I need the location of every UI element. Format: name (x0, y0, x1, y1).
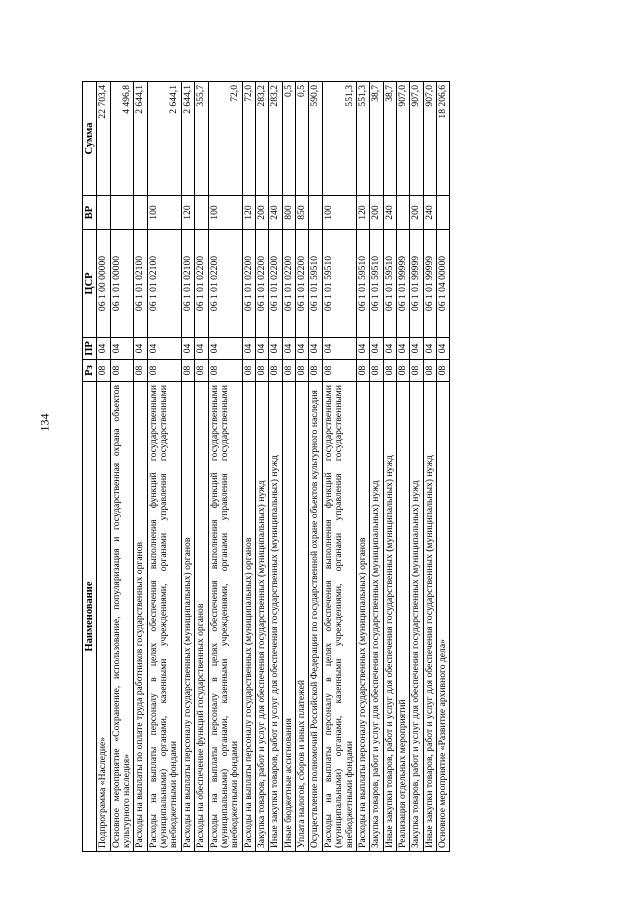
table-row (269, 82, 282, 852)
cell-name: Основное мероприятие «Сохранение, использование, популяризация и государственная охрана объектов культурного наследия» (110, 382, 134, 852)
cell-rz: 08 (356, 360, 369, 382)
cell-pr: 04 (195, 338, 208, 360)
cell-sum: 907,0 (423, 82, 436, 196)
cell-vr (309, 196, 322, 230)
cell-rz: 08 (269, 360, 282, 382)
cell-name: Осуществление полномочий Российской Федерации по государственной охране объектов культурного наследия (309, 382, 322, 852)
cell-csr: 06 1 04 00000 (437, 230, 450, 338)
cell-vr (396, 196, 409, 230)
budget-table-container (82, 82, 560, 852)
cell-sum: 551,3 (356, 82, 369, 196)
cell-vr: 120 (356, 196, 369, 230)
cell-vr (97, 196, 110, 230)
cell-rz: 08 (396, 360, 409, 382)
table-row (370, 82, 383, 852)
cell-csr: 06 1 01 02100 (134, 230, 147, 338)
cell-csr: 06 1 01 59510 (309, 230, 322, 338)
cell-csr: 06 1 01 02200 (195, 230, 208, 338)
cell-csr: 06 1 01 02200 (242, 230, 255, 338)
page-number: 134 (37, 413, 52, 432)
header-csr: ЦСР (83, 230, 97, 338)
table-row (296, 82, 309, 852)
header-pr: ПР (83, 338, 97, 360)
header-vr: ВР (83, 196, 97, 230)
cell-sum: 38,7 (383, 82, 396, 196)
table-row (110, 82, 134, 852)
table-header (83, 82, 97, 852)
cell-rz: 08 (410, 360, 423, 382)
cell-csr: 06 1 01 02100 (147, 230, 181, 338)
cell-sum: 0,5 (282, 82, 295, 196)
cell-pr: 04 (383, 338, 396, 360)
cell-pr: 04 (410, 338, 423, 360)
cell-rz: 08 (97, 360, 110, 382)
cell-rz: 08 (309, 360, 322, 382)
cell-vr (437, 196, 450, 230)
table-row (282, 82, 295, 852)
cell-sum: 4 496,8 (110, 82, 134, 196)
cell-csr: 06 1 01 02200 (269, 230, 282, 338)
cell-sum: 18 206,6 (437, 82, 450, 196)
cell-pr: 04 (147, 338, 181, 360)
cell-pr: 04 (423, 338, 436, 360)
cell-csr: 06 1 01 00000 (110, 230, 134, 338)
cell-sum: 355,7 (195, 82, 208, 196)
cell-csr: 06 1 01 59510 (370, 230, 383, 338)
header-rz: Рз (83, 360, 97, 382)
cell-name: Подпрограмма «Наследие» (97, 382, 110, 852)
table-row (147, 82, 181, 852)
cell-pr: 04 (134, 338, 147, 360)
table-row (195, 82, 208, 852)
cell-vr (195, 196, 208, 230)
table-row (322, 82, 356, 852)
cell-pr: 04 (282, 338, 295, 360)
cell-vr: 200 (410, 196, 423, 230)
cell-sum: 551,3 (322, 82, 356, 196)
cell-name: Иные закупки товаров, работ и услуг для обеспечения государственных (муниципальных) нужд (423, 382, 436, 852)
cell-rz: 08 (208, 360, 242, 382)
table-row (410, 82, 423, 852)
cell-sum: 590,0 (309, 82, 322, 196)
cell-sum: 2 644,1 (134, 82, 147, 196)
cell-pr: 04 (97, 338, 110, 360)
cell-sum: 907,0 (410, 82, 423, 196)
cell-csr: 06 1 01 59510 (383, 230, 396, 338)
cell-pr: 04 (370, 338, 383, 360)
cell-pr: 04 (322, 338, 356, 360)
rotated-content (82, 82, 560, 852)
cell-rz: 08 (110, 360, 134, 382)
cell-pr: 04 (242, 338, 255, 360)
cell-name: Расходы на выплаты персоналу в целях обеспечения выполнения функций государственными (муниципальными) органами, казенными учреждениями, органами управления государственными внебюджетными фондами (322, 382, 356, 852)
cell-rz: 08 (383, 360, 396, 382)
cell-vr: 120 (181, 196, 194, 230)
cell-rz: 08 (195, 360, 208, 382)
cell-vr: 800 (282, 196, 295, 230)
cell-vr: 850 (296, 196, 309, 230)
cell-rz: 08 (370, 360, 383, 382)
cell-rz: 08 (134, 360, 147, 382)
cell-pr: 04 (110, 338, 134, 360)
cell-name: Иные закупки товаров, работ и услуг для обеспечения государственных (муниципальных) нужд (383, 382, 396, 852)
cell-rz: 08 (437, 360, 450, 382)
cell-pr: 04 (269, 338, 282, 360)
cell-vr: 240 (423, 196, 436, 230)
cell-pr: 04 (296, 338, 309, 360)
cell-rz: 08 (147, 360, 181, 382)
cell-csr: 06 1 01 99999 (396, 230, 409, 338)
budget-table (82, 81, 450, 852)
cell-rz: 08 (322, 360, 356, 382)
cell-vr: 100 (322, 196, 356, 230)
cell-csr: 06 1 01 59510 (322, 230, 356, 338)
table-row (423, 82, 436, 852)
table-row (356, 82, 369, 852)
cell-vr (134, 196, 147, 230)
cell-name: Расходы на выплаты по оплате труда работников государственных органов (134, 382, 147, 852)
cell-sum: 2 644,1 (147, 82, 181, 196)
cell-csr: 06 1 01 02200 (296, 230, 309, 338)
cell-rz: 08 (181, 360, 194, 382)
table-row (437, 82, 450, 852)
cell-vr: 100 (208, 196, 242, 230)
cell-rz: 08 (242, 360, 255, 382)
cell-name: Закупка товаров, работ и услуг для обеспечения государственных (муниципальных) нужд (410, 382, 423, 852)
cell-csr: 06 1 01 59510 (356, 230, 369, 338)
cell-sum: 0,5 (296, 82, 309, 196)
table-body (97, 82, 450, 852)
cell-sum: 22 703,4 (97, 82, 110, 196)
table-row (134, 82, 147, 852)
cell-csr: 06 1 00 00000 (97, 230, 110, 338)
cell-name: Расходы на выплаты персоналу в целях обеспечения выполнения функций государственными (муниципальными) органами, казенными учреждениями, органами управления государственными внебюджетными фондами (147, 382, 181, 852)
cell-vr: 240 (383, 196, 396, 230)
cell-csr: 06 1 01 99999 (423, 230, 436, 338)
cell-rz: 08 (423, 360, 436, 382)
table-row (396, 82, 409, 852)
cell-pr: 04 (309, 338, 322, 360)
header-name: Наименование (83, 382, 97, 852)
cell-name: Расходы на обеспечение функций государственных органов (195, 382, 208, 852)
header-row (83, 82, 97, 852)
cell-name: Основное мероприятие «Развитие архивного дела» (437, 382, 450, 852)
cell-sum: 72,0 (208, 82, 242, 196)
table-row (309, 82, 322, 852)
header-sum: Сумма (83, 82, 97, 196)
cell-name: Расходы на выплаты персоналу в целях обеспечения выполнения функций государственными (муниципальными) органами, казенными учреждениями, органами управления государственными внебюджетными фондами (208, 382, 242, 852)
cell-csr: 06 1 01 02200 (282, 230, 295, 338)
table-row (383, 82, 396, 852)
cell-csr: 06 1 01 99999 (410, 230, 423, 338)
cell-vr (110, 196, 134, 230)
cell-rz: 08 (256, 360, 269, 382)
cell-rz: 08 (282, 360, 295, 382)
cell-name: Иные закупки товаров, работ и услуг для обеспечения государственных (муниципальных) нужд (269, 382, 282, 852)
cell-sum: 907,0 (396, 82, 409, 196)
cell-pr: 04 (356, 338, 369, 360)
cell-pr: 04 (396, 338, 409, 360)
table-row (256, 82, 269, 852)
table-row (97, 82, 110, 852)
cell-csr: 06 1 01 02100 (181, 230, 194, 338)
table-row (242, 82, 255, 852)
cell-vr: 100 (147, 196, 181, 230)
cell-sum: 2 644,1 (181, 82, 194, 196)
cell-csr: 06 1 01 02200 (256, 230, 269, 338)
cell-name: Закупка товаров, работ и услуг для обеспечения государственных (муниципальных) нужд (370, 382, 383, 852)
table-row (208, 82, 242, 852)
cell-pr: 04 (437, 338, 450, 360)
cell-sum: 72,0 (242, 82, 255, 196)
cell-vr: 120 (242, 196, 255, 230)
cell-name: Расходы на выплаты персоналу государственных (муниципальных) органов (181, 382, 194, 852)
cell-vr: 200 (256, 196, 269, 230)
table-row (181, 82, 194, 852)
cell-name: Иные бюджетные ассигнования (282, 382, 295, 852)
cell-name: Расходы на выплаты персоналу государственных (муниципальных) органов (242, 382, 255, 852)
cell-vr: 200 (370, 196, 383, 230)
cell-name: Уплата налогов, сборов и иных платежей (296, 382, 309, 852)
cell-csr: 06 1 01 02200 (208, 230, 242, 338)
cell-name: Реализация отдельных мероприятий (396, 382, 409, 852)
cell-sum: 38,7 (370, 82, 383, 196)
cell-sum: 283,2 (256, 82, 269, 196)
cell-name: Закупка товаров, работ и услуг для обеспечения государственных (муниципальных) нужд (256, 382, 269, 852)
cell-vr: 240 (269, 196, 282, 230)
cell-sum: 283,2 (269, 82, 282, 196)
cell-pr: 04 (256, 338, 269, 360)
cell-name: Расходы на выплаты персоналу государственных (муниципальных) органов (356, 382, 369, 852)
cell-rz: 08 (296, 360, 309, 382)
cell-pr: 04 (208, 338, 242, 360)
cell-pr: 04 (181, 338, 194, 360)
